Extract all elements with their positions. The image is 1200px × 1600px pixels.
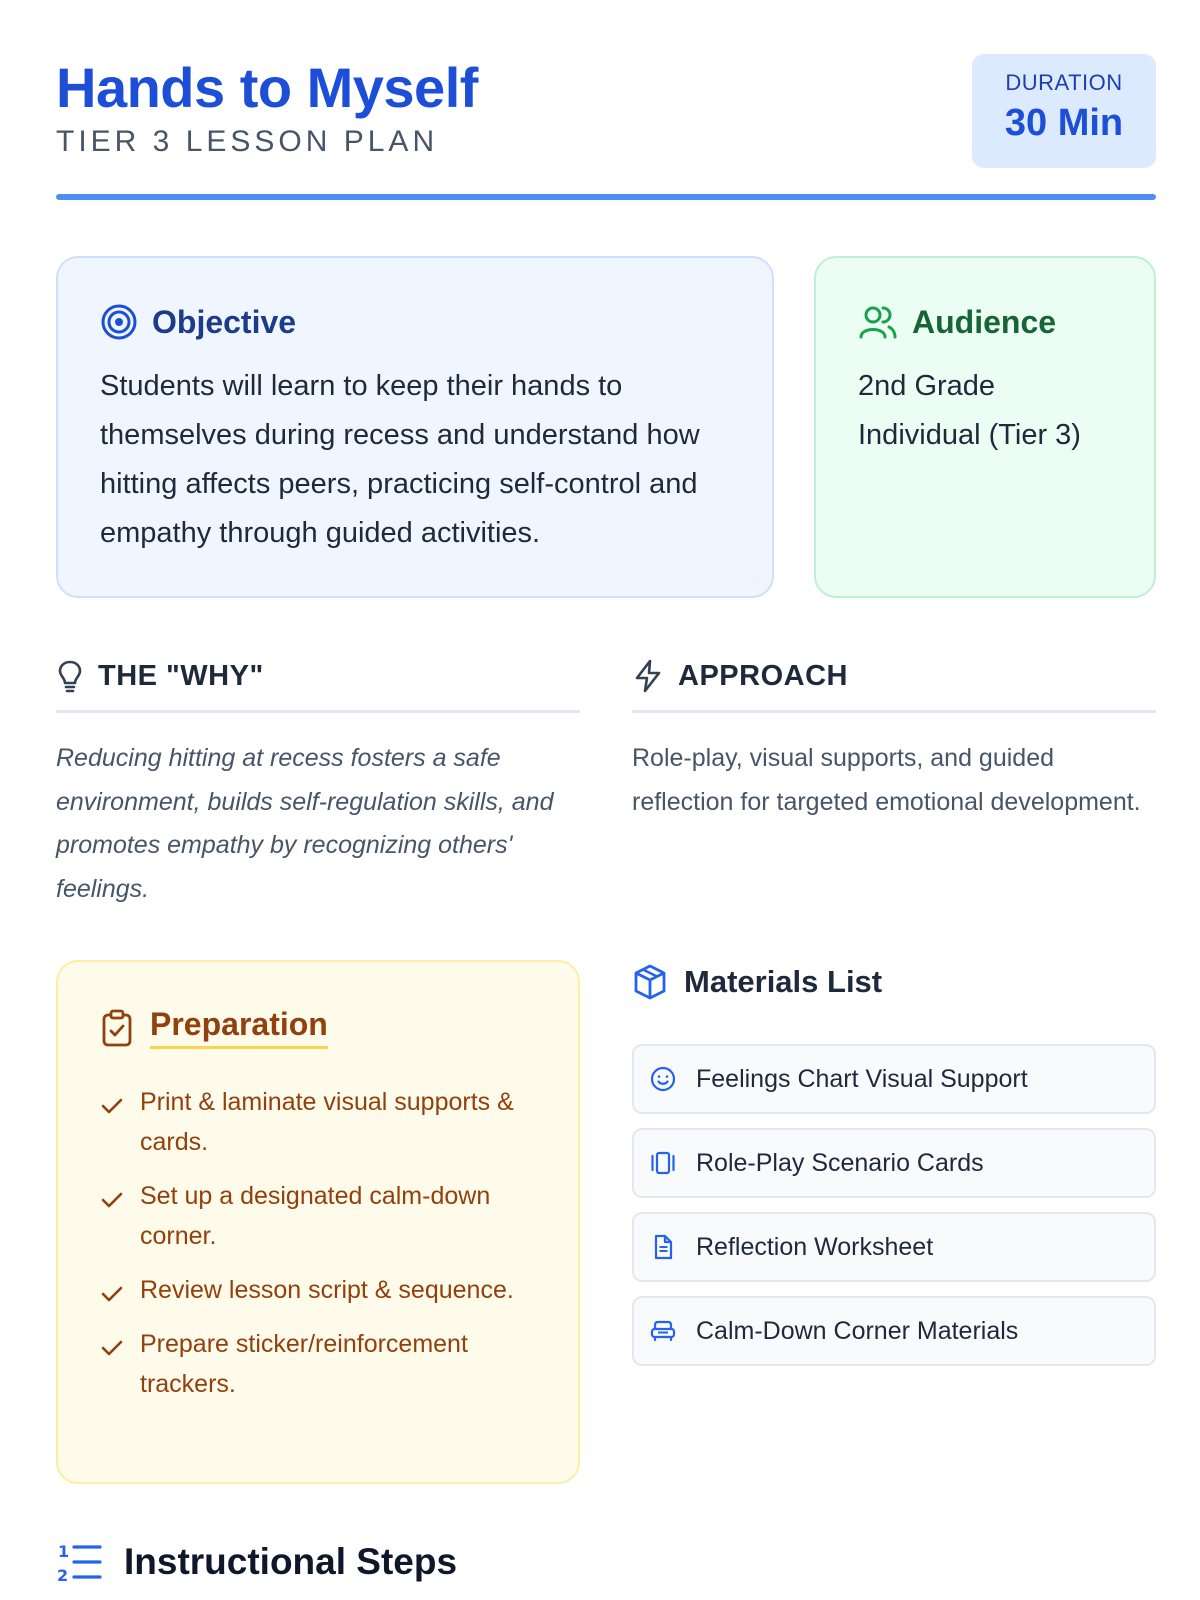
target-icon [100, 303, 138, 341]
audience-grade: 2nd Grade [858, 370, 996, 402]
check-icon [100, 1278, 124, 1318]
audience-title: Audience [912, 304, 1057, 340]
numbered-list-icon [56, 1540, 102, 1584]
document-icon [650, 1234, 676, 1260]
svg-text:2: 2 [57, 1566, 69, 1584]
approach-title: APPROACH [678, 659, 848, 692]
why-divider [56, 710, 580, 713]
cards-icon [650, 1150, 676, 1176]
check-icon [100, 1332, 124, 1372]
header [56, 52, 1156, 202]
materials-section [632, 960, 1156, 1380]
lightning-icon [632, 659, 664, 693]
materials-list [632, 1044, 1156, 1366]
duration-label: DURATION [1005, 70, 1123, 95]
preparation-item-text: Set up a designated calm-down corner. [140, 1182, 491, 1250]
audience-card [814, 256, 1156, 598]
approach-section [632, 656, 1156, 824]
smiley-icon [650, 1066, 676, 1092]
material-label: Role-Play Scenario Cards [696, 1148, 984, 1177]
duration-badge [972, 54, 1156, 168]
material-item [632, 1296, 1156, 1366]
preparation-item-text: Review lesson script & sequence. [140, 1276, 514, 1304]
material-item [632, 1044, 1156, 1114]
material-item [632, 1128, 1156, 1198]
users-icon [858, 303, 898, 341]
svg-text:1: 1 [58, 1542, 70, 1561]
preparation-item [100, 1270, 540, 1310]
preparation-item-text: Prepare sticker/reinforcement trackers. [140, 1330, 468, 1398]
sofa-icon [650, 1318, 676, 1344]
why-title: THE "WHY" [98, 659, 264, 692]
approach-text: Role-play, visual supports, and guided reflection for targeted emotional development. [632, 744, 1141, 816]
audience-heading [858, 302, 1056, 342]
box-icon [632, 963, 668, 1001]
header-divider [56, 194, 1156, 200]
materials-heading [632, 960, 1156, 1004]
why-heading [56, 656, 580, 696]
instructional-steps-heading [56, 1540, 457, 1584]
objective-text: Students will learn to keep their hands to themselves during recess and understand how hitting affects peers, practicing self-control and empathy through guided activities. [100, 370, 700, 549]
why-text: Reducing hitting at recess fosters a safe environment, builds self-regulation skills, and promotes empathy by recognizing others' feelings. [56, 744, 554, 903]
material-label: Feelings Chart Visual Support [696, 1064, 1028, 1093]
preparation-heading [100, 1006, 328, 1049]
preparation-list [100, 1082, 540, 1418]
objective-title: Objective [152, 304, 297, 340]
approach-heading [632, 656, 1156, 696]
material-label: Reflection Worksheet [696, 1232, 934, 1261]
page-subtitle: TIER 3 LESSON PLAN [56, 125, 439, 158]
page-title: Hands to Myself [56, 56, 478, 119]
approach-divider [632, 710, 1156, 713]
clipboard-check-icon [100, 1009, 134, 1047]
audience-format: Individual (Tier 3) [858, 419, 1081, 451]
materials-title: Materials List [684, 964, 883, 999]
preparation-item-text: Print & laminate visual supports & cards. [140, 1088, 514, 1156]
preparation-title: Preparation [150, 1006, 328, 1049]
lightbulb-icon [56, 659, 84, 693]
preparation-item [100, 1082, 540, 1162]
why-section [56, 656, 580, 911]
check-icon [100, 1090, 124, 1130]
preparation-item [100, 1324, 540, 1404]
objective-card [56, 256, 774, 598]
preparation-item [100, 1176, 540, 1256]
material-item [632, 1212, 1156, 1282]
audience-text [858, 362, 1138, 460]
objective-heading [100, 302, 296, 342]
material-label: Calm-Down Corner Materials [696, 1316, 1019, 1345]
check-icon [100, 1184, 124, 1224]
preparation-card [56, 960, 580, 1484]
duration-value: 30 Min [1004, 102, 1124, 144]
instructional-steps-title: Instructional Steps [124, 1541, 458, 1582]
